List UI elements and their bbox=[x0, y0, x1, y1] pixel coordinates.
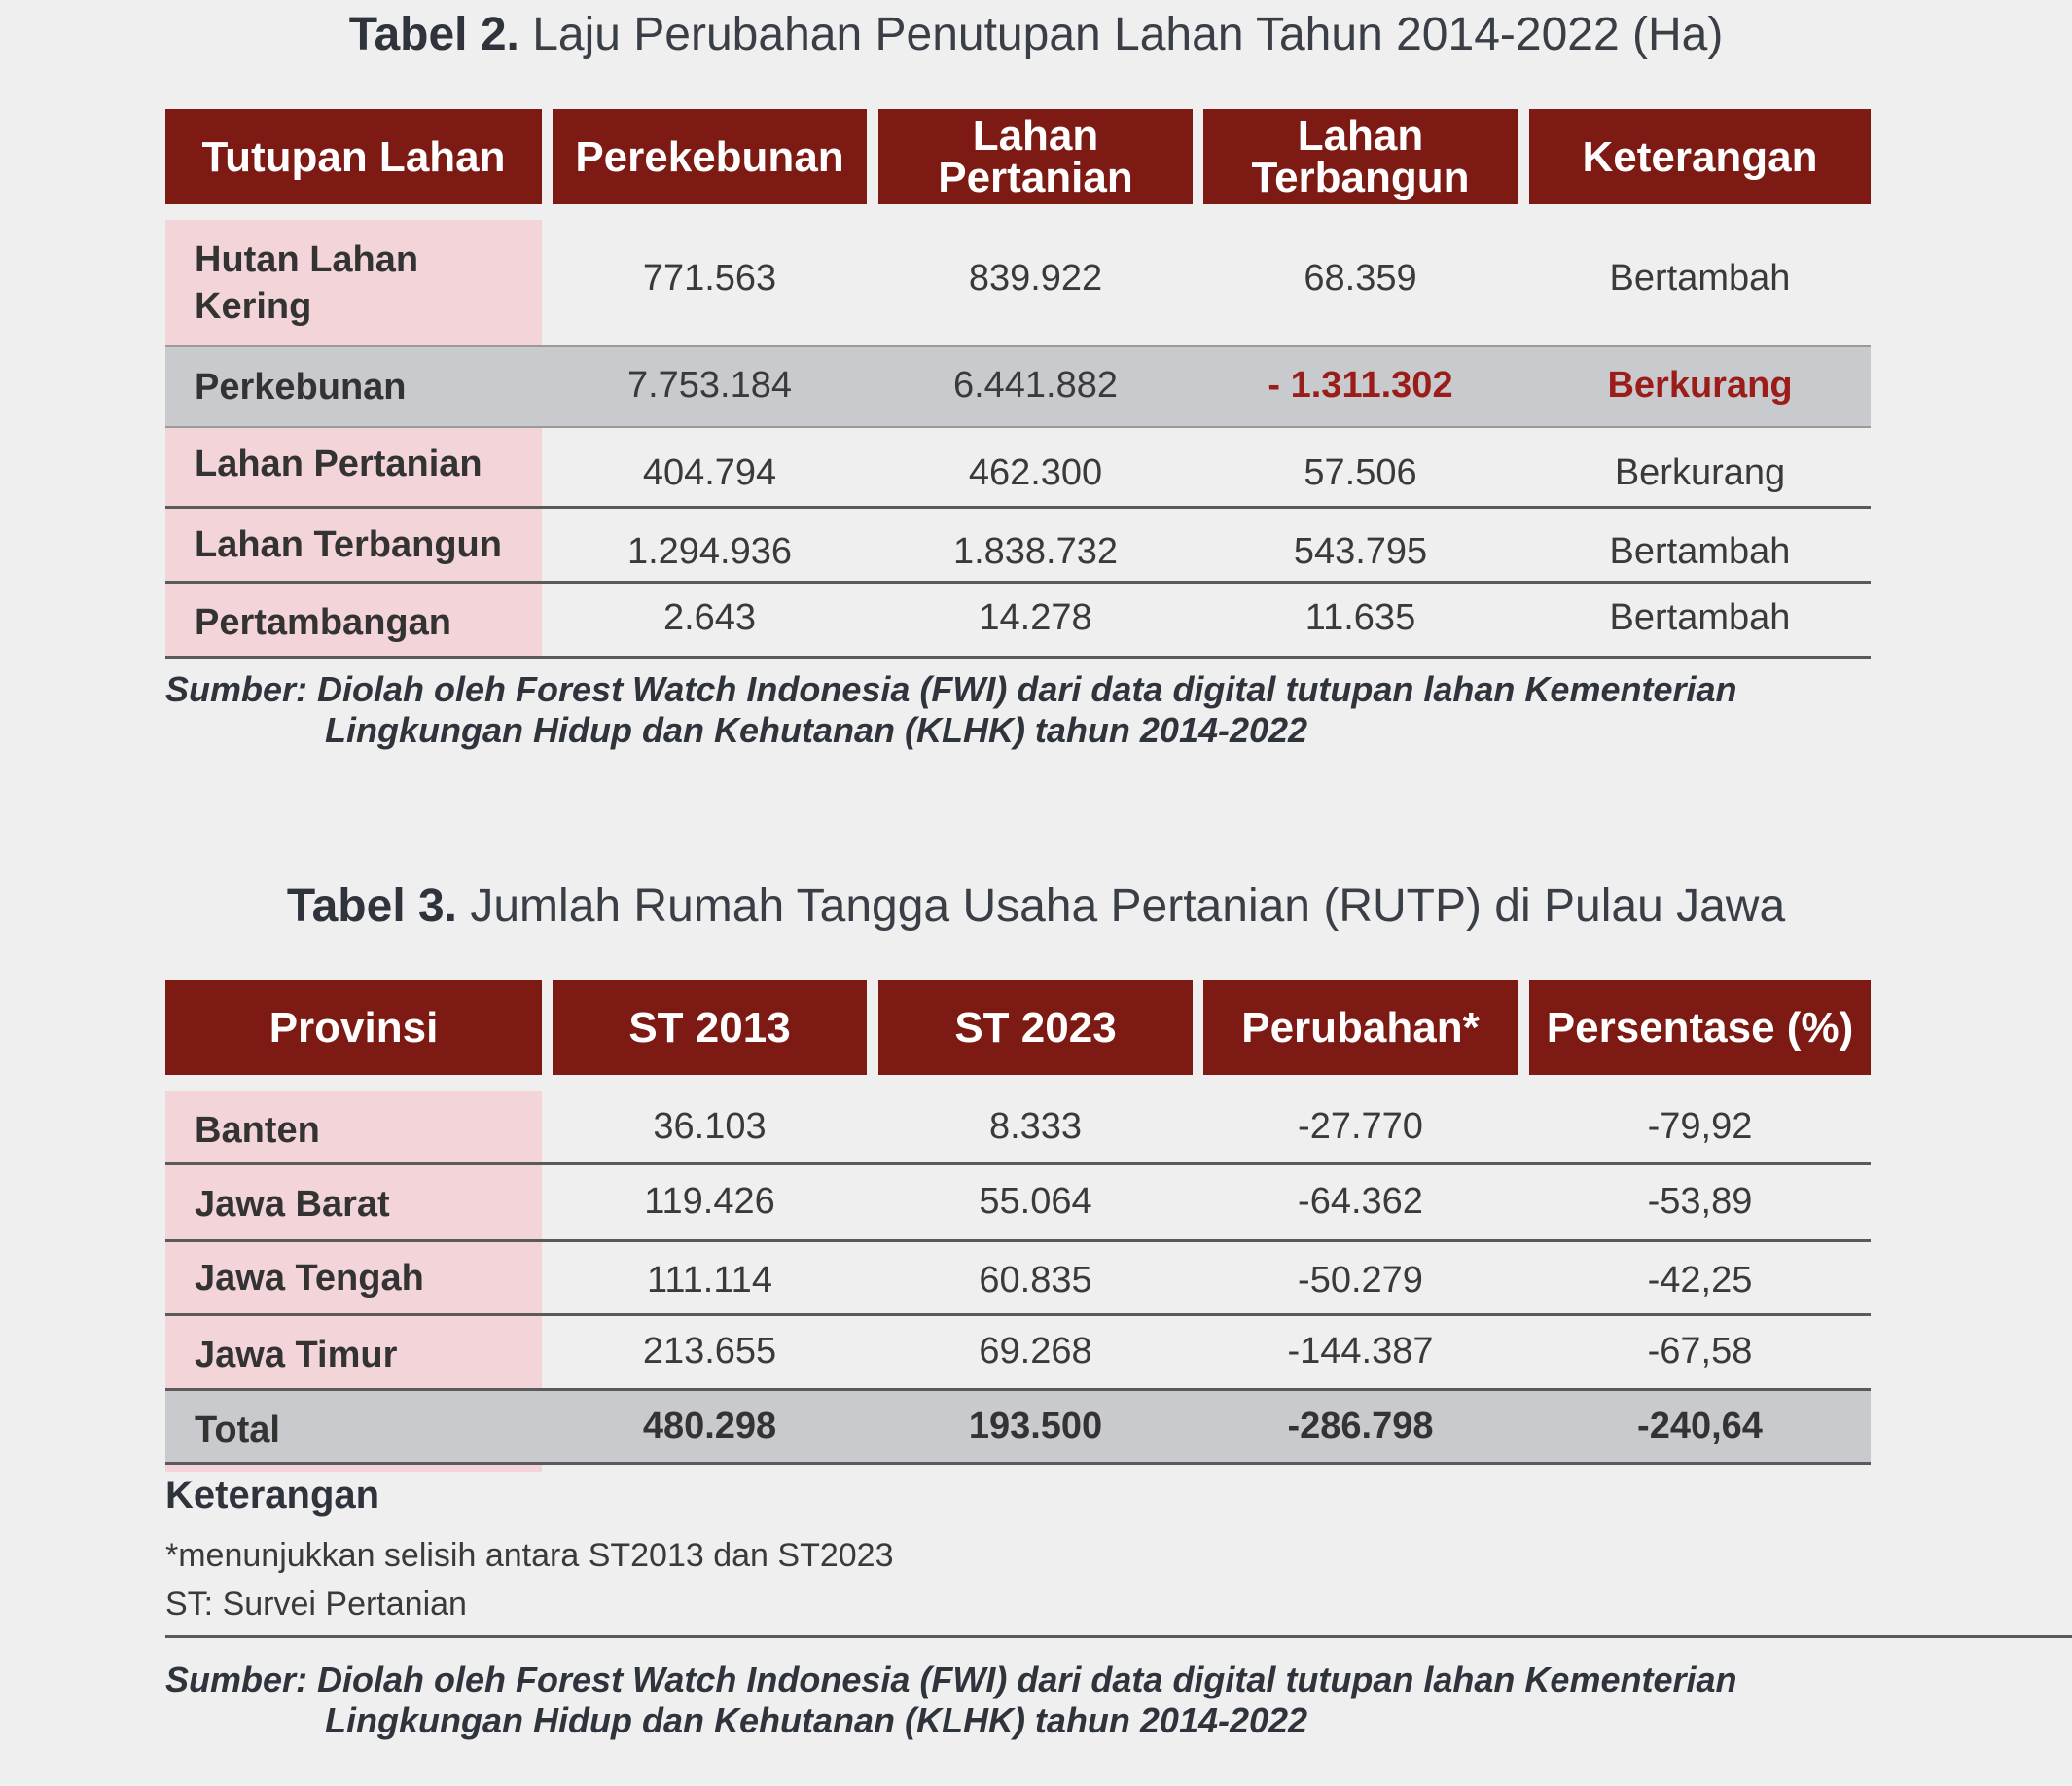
cell-persentase: -42,25 bbox=[1647, 1259, 1753, 1301]
cell-lahan-terbangun: - 1.311.302 bbox=[1268, 364, 1453, 406]
table2-source: Sumber: Diolah oleh Forest Watch Indonesia (FWI) dari data digital tutupan lahan Kementerian Lingkungan Hidup dan Kehutanan (KLHK) tahun 2014-2022 bbox=[165, 669, 1737, 750]
cell-st2023: 8.333 bbox=[988, 1105, 1083, 1147]
cell-perekebunan: 404.794 bbox=[642, 451, 777, 493]
cell-st2023: 193.500 bbox=[968, 1405, 1103, 1447]
table3-header-st2013: ST 2013 bbox=[553, 980, 867, 1075]
table3-header-st2023: ST 2023 bbox=[878, 980, 1193, 1075]
cell-perubahan: -27.770 bbox=[1298, 1105, 1423, 1147]
cell-lahan-pertanian: 1.838.732 bbox=[952, 530, 1119, 572]
cell-keterangan: Bertambah bbox=[1609, 596, 1791, 638]
cell-st2013: 213.655 bbox=[642, 1330, 777, 1372]
row-label: Jawa Tengah bbox=[195, 1258, 424, 1299]
cell-keterangan: Berkurang bbox=[1607, 364, 1793, 406]
cell-perekebunan: 771.563 bbox=[642, 257, 777, 299]
cell-perekebunan: 2.643 bbox=[662, 596, 757, 638]
notes-title: Keterangan bbox=[165, 1474, 380, 1517]
cell-perekebunan: 7.753.184 bbox=[626, 364, 793, 406]
note-st: ST: Survei Pertanian bbox=[165, 1586, 467, 1623]
cell-st2023: 69.268 bbox=[979, 1330, 1092, 1372]
table3-source: Sumber: Diolah oleh Forest Watch Indonesia (FWI) dari data digital tutupan lahan Kementerian Lingkungan Hidup dan Kehutanan (KLHK) tahun 2014-2022 bbox=[165, 1660, 1737, 1740]
divider bbox=[165, 1635, 2072, 1638]
cell-st2013: 36.103 bbox=[653, 1105, 767, 1147]
table2-header-perekebunan: Perekebunan bbox=[553, 109, 867, 204]
row-label: Jawa Barat bbox=[195, 1184, 390, 1225]
cell-lahan-terbangun: 68.359 bbox=[1304, 257, 1417, 299]
note-asterisk: *menunjukkan selisih antara ST2013 dan ST2023 bbox=[165, 1537, 894, 1574]
table2-title: Tabel 2. Laju Perubahan Penutupan Lahan Tahun 2014-2022 (Ha) bbox=[348, 9, 1724, 60]
cell-perubahan: -144.387 bbox=[1287, 1330, 1434, 1372]
row-label: Pertambangan bbox=[195, 602, 451, 643]
row-label: Hutan Lahan Kering bbox=[195, 239, 419, 327]
cell-keterangan: Bertambah bbox=[1609, 257, 1791, 299]
cell-lahan-pertanian: 6.441.882 bbox=[952, 364, 1119, 406]
row-label: Jawa Timur bbox=[195, 1335, 398, 1375]
cell-keterangan: Bertambah bbox=[1609, 530, 1791, 572]
cell-perekebunan: 1.294.936 bbox=[626, 530, 793, 572]
cell-lahan-terbangun: 57.506 bbox=[1304, 451, 1417, 493]
cell-st2013: 111.114 bbox=[647, 1259, 772, 1301]
cell-st2023: 55.064 bbox=[979, 1180, 1092, 1222]
cell-perubahan: -286.798 bbox=[1287, 1405, 1434, 1447]
cell-st2023: 60.835 bbox=[979, 1259, 1092, 1301]
cell-lahan-terbangun: 543.795 bbox=[1293, 530, 1428, 572]
table2-header-tutupan: Tutupan Lahan bbox=[165, 109, 542, 204]
row-label: Lahan Pertanian bbox=[195, 444, 482, 484]
cell-lahan-pertanian: 462.300 bbox=[968, 451, 1103, 493]
table2-header-lahan-pertanian: Lahan Pertanian bbox=[878, 109, 1193, 204]
cell-lahan-terbangun: 11.635 bbox=[1304, 596, 1416, 638]
cell-keterangan: Berkurang bbox=[1614, 451, 1786, 493]
table3-title: Tabel 3. Jumlah Rumah Tangga Usaha Pertanian (RUTP) di Pulau Jawa bbox=[286, 880, 1786, 932]
cell-lahan-pertanian: 14.278 bbox=[979, 596, 1092, 638]
row-label: Lahan Terbangun bbox=[195, 524, 502, 565]
table2-header-keterangan: Keterangan bbox=[1529, 109, 1871, 204]
cell-persentase: -53,89 bbox=[1647, 1180, 1753, 1222]
table2-header-lahan-terbangun: Lahan Terbangun bbox=[1203, 109, 1518, 204]
row-label: Perkebunan bbox=[195, 366, 407, 408]
cell-persentase: -79,92 bbox=[1647, 1105, 1753, 1147]
cell-lahan-pertanian: 839.922 bbox=[968, 257, 1103, 299]
cell-perubahan: -50.279 bbox=[1298, 1259, 1423, 1301]
cell-persentase: -67,58 bbox=[1647, 1330, 1753, 1372]
table3-header-provinsi: Provinsi bbox=[165, 980, 542, 1075]
table3-header-perubahan: Perubahan* bbox=[1203, 980, 1518, 1075]
cell-st2013: 480.298 bbox=[642, 1405, 777, 1447]
row-label: Total bbox=[195, 1410, 280, 1450]
cell-persentase: -240,64 bbox=[1637, 1405, 1763, 1447]
row-label: Banten bbox=[195, 1110, 320, 1151]
table3-header-persentase: Persentase (%) bbox=[1529, 980, 1871, 1075]
cell-perubahan: -64.362 bbox=[1298, 1180, 1423, 1222]
cell-st2013: 119.426 bbox=[644, 1180, 775, 1222]
